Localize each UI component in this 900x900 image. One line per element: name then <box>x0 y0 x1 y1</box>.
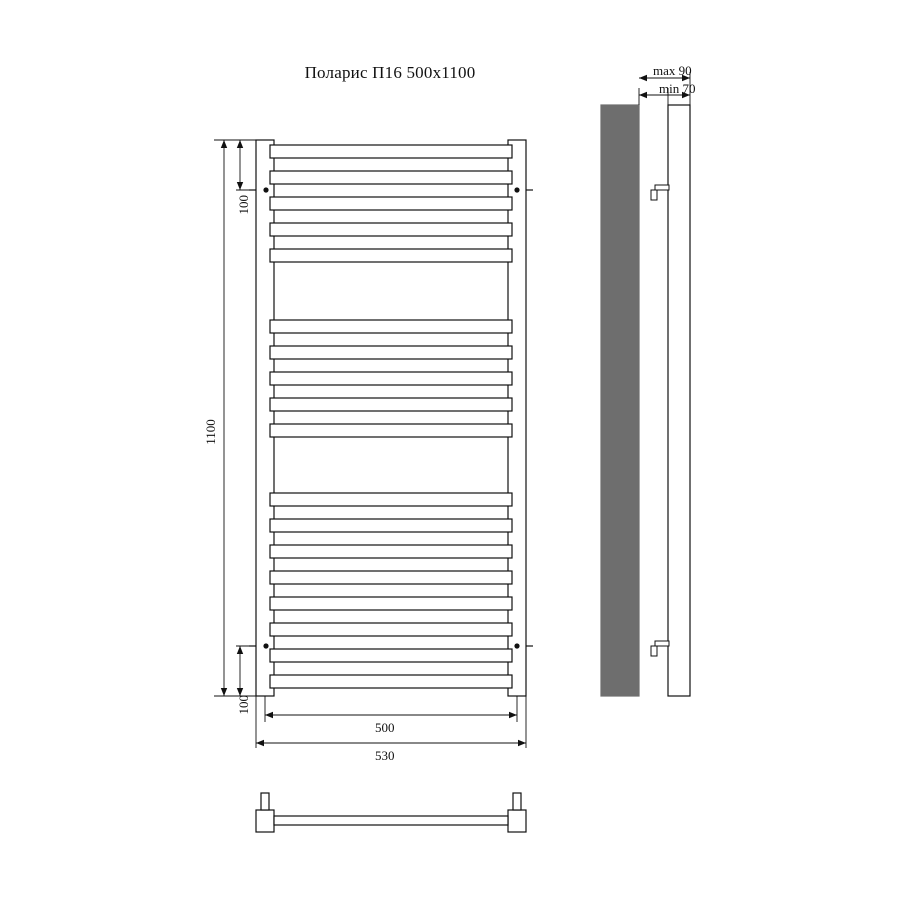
dimension-label-width-inner: 500 <box>375 720 395 735</box>
dimension-label-depth-max: max 90 <box>653 63 692 78</box>
side-view <box>601 72 690 696</box>
dimension-label-bottom-offset: 100 <box>236 695 251 715</box>
front-view <box>249 140 533 696</box>
dimension-label-depth-min: min 70 <box>659 81 696 96</box>
dimension-label-width-outer: 530 <box>375 748 395 763</box>
dimension-label-top-offset: 100 <box>236 195 251 215</box>
top-view <box>256 793 526 832</box>
page-title: Поларис П16 500x1100 <box>304 63 476 82</box>
dimension-label-height: 1100 <box>203 419 218 445</box>
